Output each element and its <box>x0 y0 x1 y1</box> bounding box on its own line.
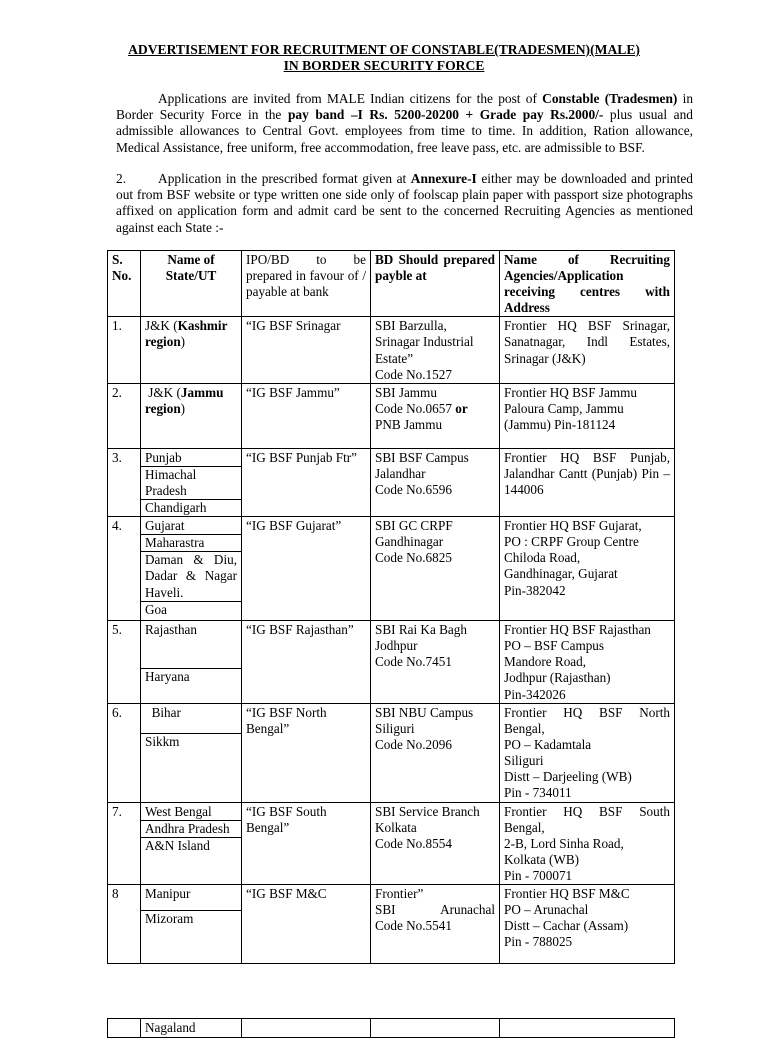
row3-ipo: “IG BSF Punjab Ftr” <box>242 448 371 516</box>
row2-state <box>141 383 242 448</box>
row3-state: Chandigarh <box>141 499 241 516</box>
row8-state: Mizoram <box>141 910 241 927</box>
row7-agency-line: Kolkata (WB) <box>504 851 580 867</box>
row5-agency <box>500 621 675 703</box>
row4-agency-line: PO : CRPF Group Centre <box>504 534 639 550</box>
row2-bd <box>371 383 500 448</box>
row4-agency-line: Pin-382042 <box>504 582 566 598</box>
row7-bd-line: Kolkata <box>375 819 417 835</box>
next-row-ipo <box>242 1019 371 1038</box>
para1-text-2: in Border Security Force in the <box>116 91 694 123</box>
row6-bd <box>371 703 500 802</box>
paragraph-1 <box>116 91 693 156</box>
row5-bd <box>371 621 500 703</box>
row7-state: Andhra Pradesh <box>141 820 241 837</box>
row2-bd-or: or <box>455 400 468 416</box>
row8-agency <box>500 885 675 964</box>
row8-agency-line: Pin - 788025 <box>504 934 573 950</box>
row2-agency-line: Frontier HQ BSF Jammu <box>504 384 637 400</box>
row6-sno: 6. <box>108 703 141 802</box>
row4-state: Maharastra <box>141 534 241 551</box>
row4-agency <box>500 517 675 621</box>
row2-bd-line: Code No.0657 <box>375 400 456 416</box>
row7-state: A&N Island <box>141 837 241 854</box>
row4-state: Gujarat <box>145 518 185 534</box>
row8-agency-line: Distt – Cachar (Assam) <box>504 918 629 934</box>
row6-agency-line: Distt – Darjeeling (WB) <box>504 768 632 784</box>
row6-states <box>141 703 242 802</box>
row8-bd-line: Code No.5541 <box>375 918 452 934</box>
row3-state: Himachal Pradesh <box>141 466 241 499</box>
table-row <box>108 517 675 621</box>
row3-agency: Frontier HQ BSF Punjab, Jalandhar Cantt (Punjab) Pin – 144006 <box>500 448 675 516</box>
row3-bd-line: Code No.6596 <box>375 481 452 497</box>
row1-state <box>141 317 242 383</box>
row5-agency-line: Jodhpur (Rajasthan) <box>504 670 611 686</box>
row2-state-region: Jammu region <box>145 384 224 416</box>
row7-agency <box>500 802 675 884</box>
row7-bd-line: SBI Service Branch <box>375 803 480 819</box>
row7-states <box>141 802 242 884</box>
next-row-sno <box>108 1019 141 1038</box>
row1-bd-line: Srinagar Industrial <box>375 334 474 350</box>
row4-bd-line: Gandhinagar <box>375 534 444 550</box>
row8-agency-line: PO – Arunachal <box>504 902 589 918</box>
header-agency: Name of Recruiting Agencies/Application receiving centres with Address <box>500 251 675 317</box>
row5-bd-line: SBI Rai Ka Bagh <box>375 622 467 638</box>
row5-bd-line: Jodhpur <box>375 638 418 654</box>
row1-bd-line: SBI Barzulla, <box>375 318 447 334</box>
row4-agency-line: Frontier HQ BSF Gujarat, <box>504 518 642 534</box>
row6-agency-line: PO – Kadamtala <box>504 736 592 752</box>
header-bd: BD Should prepared payble at <box>371 251 500 317</box>
document-title-line-2: IN BORDER SECURITY FORCE <box>283 58 485 73</box>
row2-agency-line: Paloura Camp, Jammu <box>504 400 624 416</box>
table-row <box>108 802 675 884</box>
next-row-bd <box>371 1019 500 1038</box>
row4-bd-line: SBI GC CRPF <box>375 518 453 534</box>
row7-agency-line: 2-B, Lord Sinha Road, <box>504 835 624 851</box>
row1-state-a: J&K ( <box>145 318 178 334</box>
next-page-table-fragment <box>107 1018 675 1038</box>
table-row <box>108 621 675 703</box>
para2-text-1: Application in the prescribed format given at <box>158 171 411 186</box>
row2-bd-line: PNB Jammu <box>375 416 443 432</box>
row4-agency-line: Gandhinagar, Gujarat <box>504 566 618 582</box>
row5-states <box>141 621 242 703</box>
table-row <box>108 885 675 964</box>
row7-agency-line: Pin - 700071 <box>504 867 573 883</box>
row5-state: Rajasthan <box>145 622 198 638</box>
row7-agency-first: Frontier HQ BSF South Bengal, <box>504 803 670 835</box>
row6-agency <box>500 703 675 802</box>
table-row <box>108 317 675 383</box>
para2-annexure: Annexure-I <box>410 171 477 186</box>
row1-agency: Frontier HQ BSF Srinagar, Sanatnagar, Indl Estates, Srinagar (J&K) <box>500 317 675 383</box>
row3-bd <box>371 448 500 516</box>
para1-text-3: plus usual and admissible allowances to Central Govt. employees from time to time. In addition, Ration allowance, Medical Assistance, free uniform, free accommodation, free leave pass, etc. are admissible to BSF. <box>116 107 693 155</box>
row6-agency-line: Pin - 734011 <box>504 785 572 801</box>
table-row <box>108 703 675 802</box>
row2-agency <box>500 383 675 448</box>
row7-bd <box>371 802 500 884</box>
next-row-state: Nagaland <box>141 1019 242 1038</box>
row8-sno: 8 <box>108 885 141 964</box>
row8-agency-line: Frontier HQ BSF M&C <box>504 886 630 902</box>
table-header-row <box>108 251 675 317</box>
header-ipo: IPO/BD to be prepared in favour of / payable at bank <box>242 251 371 317</box>
row8-bd-first: Frontier” <box>375 886 424 902</box>
row6-bd-line: Siliguri <box>375 720 415 736</box>
table-row <box>108 1019 675 1038</box>
row4-bd <box>371 517 500 621</box>
row3-sno: 3. <box>108 448 141 516</box>
row2-state-a: J&K ( <box>148 384 181 400</box>
row7-sno: 7. <box>108 802 141 884</box>
row3-states <box>141 448 242 516</box>
row5-bd-line: Code No.7451 <box>375 654 452 670</box>
row1-bd-line: Estate” <box>375 350 414 366</box>
row6-agency-line: Siliguri <box>504 752 544 768</box>
para1-post-name: Constable (Tradesmen) <box>542 91 678 106</box>
row2-agency-line: (Jammu) Pin-181124 <box>504 416 616 432</box>
row7-state: West Bengal <box>145 803 212 819</box>
row5-agency-line: Frontier HQ BSF Rajasthan <box>504 622 651 638</box>
row5-ipo: “IG BSF Rajasthan” <box>242 621 371 703</box>
row2-ipo: “IG BSF Jammu” <box>242 383 371 448</box>
row4-ipo: “IG BSF Gujarat” <box>242 517 371 621</box>
row4-state: Goa <box>141 601 241 618</box>
row4-agency-line: Chiloda Road, <box>504 550 581 566</box>
header-sno: S. No. <box>108 251 141 317</box>
header-state: Name of State/UT <box>141 251 242 317</box>
document-title-line-1: ADVERTISEMENT FOR RECRUITMENT OF CONSTABLE(TRADESMEN)(MALE) <box>128 42 640 57</box>
row8-states <box>141 885 242 964</box>
row5-state: Haryana <box>141 668 241 685</box>
row5-sno: 5. <box>108 621 141 703</box>
row8-bd-second: SBI Arunachal <box>375 902 495 918</box>
row4-state: Daman & Diu, Dadar & Nagar Haveli. <box>141 551 241 600</box>
row2-state-c: ) <box>180 400 186 416</box>
para1-pay-band: pay band –I Rs. 5200-20200 + Grade pay Rs.2000/- <box>287 107 604 123</box>
row6-state: Sikkm <box>141 733 241 750</box>
row1-sno: 1. <box>108 317 141 383</box>
row1-ipo: “IG BSF Srinagar <box>242 317 371 383</box>
row7-bd-line: Code No.8554 <box>375 835 452 851</box>
row6-bd-line: Code No.2096 <box>375 736 452 752</box>
recruiting-agencies-table <box>107 250 675 964</box>
row1-state-c: ) <box>180 334 186 350</box>
row6-agency-first: Frontier HQ BSF North Bengal, <box>504 704 670 736</box>
row3-bd-line: Jalandhar <box>375 465 426 481</box>
row4-bd-line: Code No.6825 <box>375 550 452 566</box>
row5-agency-line: Pin-342026 <box>504 686 566 702</box>
row4-states <box>141 517 242 621</box>
row6-ipo: “IG BSF North Bengal” <box>242 703 371 802</box>
table-row <box>108 383 675 448</box>
row4-sno: 4. <box>108 517 141 621</box>
row7-ipo: “IG BSF South Bengal” <box>242 802 371 884</box>
paragraph-2 <box>116 171 693 236</box>
row1-bd <box>371 317 500 383</box>
row8-state: Manipur <box>145 886 191 902</box>
row1-bd-line: Code No.1527 <box>375 366 452 382</box>
row5-agency-line: Mandore Road, <box>504 654 587 670</box>
row3-state: Punjab <box>145 449 182 465</box>
row8-ipo: “IG BSF M&C <box>242 885 371 964</box>
para2-number: 2. <box>116 171 127 186</box>
row5-agency-line: PO – BSF Campus <box>504 638 605 654</box>
row6-state: Bihar <box>151 704 181 720</box>
row3-bd-line: SBI BSF Campus <box>375 449 469 465</box>
row2-bd-line: SBI Jammu <box>375 384 437 400</box>
row6-bd-line: SBI NBU Campus <box>375 704 474 720</box>
row8-bd <box>371 885 500 964</box>
table-row <box>108 448 675 516</box>
next-row-agency <box>500 1019 675 1038</box>
row1-state-region: Kashmir region <box>145 318 228 350</box>
para2-text-2: either may be downloaded and printed out from BSF website or type written one side only of foolscap plain paper with passport size photographs affixed on application form and admit card be sent to the concerned Recruiting Agencies as mentioned against each State :- <box>116 171 693 235</box>
row2-sno: 2. <box>108 383 141 448</box>
para1-text-1: Applications are invited from MALE Indian citizens for the post of <box>158 91 543 106</box>
